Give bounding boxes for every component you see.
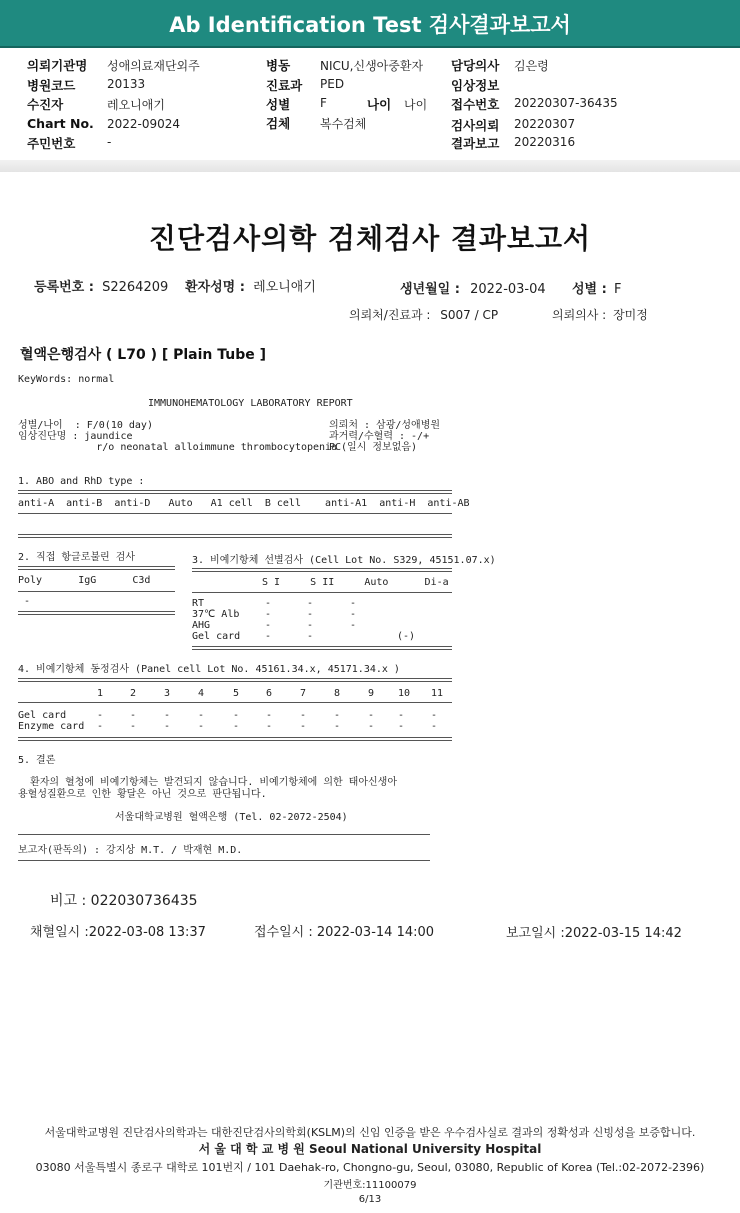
panel-column-header: 2 [130, 688, 137, 699]
receipt-time-field [254, 921, 434, 940]
panel-column-header: 9 [368, 688, 375, 699]
receipt-time-label: 접수일시 : [254, 925, 313, 940]
screen-cell: - [350, 598, 357, 609]
divider [18, 566, 175, 570]
report-time-field [506, 922, 682, 941]
divider [18, 702, 452, 703]
screen-cell: - [307, 609, 314, 620]
specimen-value: 복수검체 [320, 117, 367, 131]
page-number: 6/13 [358, 1194, 382, 1205]
ward-value: NICU,신생아중환자 [320, 59, 424, 73]
panel-cell: - [164, 721, 171, 732]
screen-cell: - [265, 620, 272, 631]
name-label: 환자성명 : [185, 280, 245, 295]
sex-value: F [320, 96, 327, 110]
panel-cell: - [97, 710, 104, 721]
screen-cell: - [350, 609, 357, 620]
divider [18, 591, 175, 592]
chart-value: 2022-09024 [107, 117, 181, 131]
dept-label: 진료과 [266, 78, 303, 93]
recipient-label: 수진자 [27, 97, 64, 112]
panel-cell: - [130, 721, 137, 732]
report-time-value: 2022-03-15 14:42 [564, 926, 682, 941]
chart-label: Chart No. [27, 116, 94, 131]
note-field [50, 890, 198, 910]
panel-cell: - [198, 721, 205, 732]
screen-cell: - [265, 609, 272, 620]
doctor-value: 김은령 [514, 59, 549, 73]
divider [18, 678, 452, 682]
recipient-value: 레오니애기 [107, 98, 165, 112]
panel-cell: - [266, 710, 273, 721]
receipt-value: 20220307-36435 [514, 96, 618, 110]
report-dept-value: S007 / CP [440, 308, 499, 322]
receipt-label: 접수번호 [451, 97, 500, 112]
footer-hospital: 서 울 대 학 교 병 원 Seoul National University Hospital [198, 1142, 542, 1156]
section-divider [0, 160, 740, 172]
footer-institution-no: 기관번호:11100079 [323, 1180, 417, 1191]
sex-age: 성별/나이 : F/0(10 day) [18, 420, 153, 431]
report-sex-value: F [613, 282, 622, 297]
result-label: 결과보고 [451, 136, 500, 151]
diagnosis-1: 임상진단명 : jaundice [18, 431, 133, 442]
hosp-code-value: 20133 [107, 77, 146, 91]
doctor-label: 담당의사 [451, 58, 500, 73]
dat-value: - [18, 596, 31, 607]
panel-cell: - [300, 721, 307, 732]
screen-row-label: 37℃ Alb [192, 609, 240, 620]
panel-row-label: Enzyme card [18, 721, 85, 732]
dept-value: PED [320, 77, 345, 91]
dob-value: 2022-03-04 [470, 282, 546, 297]
divider [18, 737, 452, 741]
specimen-label: 검체 [266, 116, 291, 131]
panel-column-header: 1 [97, 688, 104, 699]
screen-cell: - [307, 631, 314, 642]
name-value: 레오니애기 [253, 280, 316, 295]
panel-cell: - [233, 710, 240, 721]
reg-label: 등록번호 : [34, 280, 94, 295]
conclusion-title: 5. 결론 [18, 755, 56, 766]
report-title-bar [0, 0, 740, 48]
conclusion-line-1: 환자의 혈청에 비예기항체는 발견되지 않습니다. 비예기항체에 의한 태아신생아 [18, 777, 397, 788]
req-inst-value: 성애의료재단외주 [107, 59, 200, 73]
result-value: 20220316 [514, 135, 576, 149]
screen-cell: - [265, 598, 272, 609]
panel-cell: - [198, 710, 205, 721]
divider [192, 646, 452, 650]
abo-title: 1. ABO and RhD type : [18, 476, 145, 487]
req-inst-label: 의뢰기관명 [27, 58, 88, 73]
panel-cell: - [164, 710, 171, 721]
screen-cell: - [307, 620, 314, 631]
reporter: 보고자(판독의) : 강지상 M.T. / 박재현 M.D. [18, 845, 243, 856]
footer-address: 03080 서울특별시 종로구 대학로 101번지 / 101 Daehak-ro, Chongno-gu, Seoul, 03080, Republic of Korea (Tel.:02-2072-2396) [35, 1161, 705, 1174]
dob-field [400, 278, 546, 297]
reg-field [34, 276, 168, 295]
screen-row-label: Gel card [192, 631, 241, 642]
panel-column-header: 8 [334, 688, 341, 699]
report-time-label: 보고일시 : [506, 926, 565, 941]
panel-cell: - [398, 710, 405, 721]
divider [18, 513, 452, 514]
panel-title: 4. 비예기항체 동정검사 (Panel cell Lot No. 45161.34.x, 45171.34.x ) [18, 664, 400, 675]
panel-column-header: 7 [300, 688, 307, 699]
divider [18, 611, 175, 615]
blood-bank-contact: 서울대학교병원 혈액은행 (Tel. 02-2072-2504) [115, 812, 348, 823]
req-doctor-value: 장미정 [613, 308, 648, 322]
report-title: Ab Identification Test 검사결과보고서 [169, 13, 571, 37]
age-label: 나이 [367, 97, 392, 112]
divider [18, 834, 430, 835]
age-value: 나이 [404, 98, 428, 112]
request-value: 20220307 [514, 117, 576, 131]
lab-title: IMMUNOHEMATOLOGY LABORATORY REPORT [148, 398, 353, 409]
report-sex-label: 성별 : [572, 282, 607, 297]
screen-row-label: AHG [192, 620, 211, 631]
panel-cell: - [97, 721, 104, 732]
abo-headers: anti-A anti-B anti-D Auto A1 cell B cell anti-A1 anti-H anti-AB [18, 498, 470, 509]
divider [192, 568, 452, 572]
screen-title: 3. 비예기항체 선별검사 (Cell Lot No. S329, 45151.07.x) [192, 555, 496, 566]
report-page [0, 172, 740, 1213]
transfusion-history: 과거력/수혈력 : -/+ [329, 431, 430, 442]
panel-cell: - [266, 721, 273, 732]
reg-value: S2264209 [102, 280, 169, 295]
panel-column-header: 10 [398, 688, 411, 699]
sex-label: 성별 [266, 97, 291, 112]
panel-column-header: 6 [266, 688, 273, 699]
screen-cell: (-) [397, 631, 416, 642]
screen-row-label: RT [192, 598, 205, 609]
divider [18, 534, 452, 538]
collect-value: 2022-03-08 13:37 [88, 925, 206, 940]
keywords: KeyWords: normal [18, 374, 115, 385]
dept-field [349, 306, 498, 323]
screen-cell: - [307, 598, 314, 609]
panel-column-header: 3 [164, 688, 171, 699]
ward-label: 병동 [266, 58, 291, 73]
report-dept-label: 의뢰처/진료과 : [349, 308, 431, 322]
collect-label: 채혈일시 : [30, 925, 89, 940]
collect-field [30, 921, 206, 940]
dob-label: 생년월일 : [400, 282, 460, 297]
conclusion-line-2: 용혈성질환으로 인한 황달은 아닌 것으로 판단됩니다. [18, 789, 267, 800]
divider [192, 592, 452, 593]
panel-cell: - [368, 710, 375, 721]
panel-cell: - [431, 721, 438, 732]
patient-info-panel [0, 48, 740, 172]
panel-cell: - [398, 721, 405, 732]
panel-row-label: Gel card [18, 710, 67, 721]
divider [18, 860, 430, 861]
req-doctor-field [552, 306, 648, 323]
dat-title: 2. 직접 항글로불린 검사 [18, 552, 136, 563]
panel-column-header: 11 [431, 688, 444, 699]
screen-cell: - [350, 620, 357, 631]
hosp-code-label: 병원코드 [27, 78, 76, 93]
clinical-label: 임상정보 [451, 78, 500, 93]
request-place: 의뢰처 : 삼광/성애병원 [329, 420, 441, 431]
panel-cell: - [431, 710, 438, 721]
panel-cell: - [334, 710, 341, 721]
note-value: 022030736435 [90, 893, 198, 909]
report-main-title: 진단검사의학 검체검사 결과보고서 [148, 222, 592, 255]
request-label: 검사의뢰 [451, 118, 500, 133]
panel-cell: - [334, 721, 341, 732]
panel-column-header: 4 [198, 688, 205, 699]
rrn-label: 주민번호 [27, 136, 76, 151]
screen-cell: - [265, 631, 272, 642]
req-doctor-label: 의뢰의사 : [552, 308, 607, 322]
panel-cell: - [300, 710, 307, 721]
panel-cell: - [233, 721, 240, 732]
footer-certification: 서울대학교병원 진단검사의학과는 대한진단검사의학회(KSLM)의 신임 인증을 받은 우수검사실로 결과의 정확성과 신빙성을 보증합니다. [44, 1126, 696, 1139]
rrn-value: - [107, 135, 112, 149]
receipt-time-value: 2022-03-14 14:00 [316, 925, 435, 940]
section-title: 혈액은행검사 ( L70 ) [ Plain Tube ] [20, 347, 267, 363]
dat-headers: Poly IgG C3d [18, 575, 151, 586]
sex-field [572, 278, 621, 297]
name-field [185, 276, 316, 295]
diagnosis-2: r/o neonatal alloimmune thrombocytopenia [18, 442, 338, 453]
note-label: 비고 : [50, 893, 87, 909]
panel-column-header: 5 [233, 688, 240, 699]
panel-cell: - [130, 710, 137, 721]
pc-info: PC(일시 정보없음) [329, 442, 418, 453]
panel-cell: - [368, 721, 375, 732]
divider [18, 490, 452, 494]
screen-headers: S I S II Auto Di-a [262, 577, 449, 588]
